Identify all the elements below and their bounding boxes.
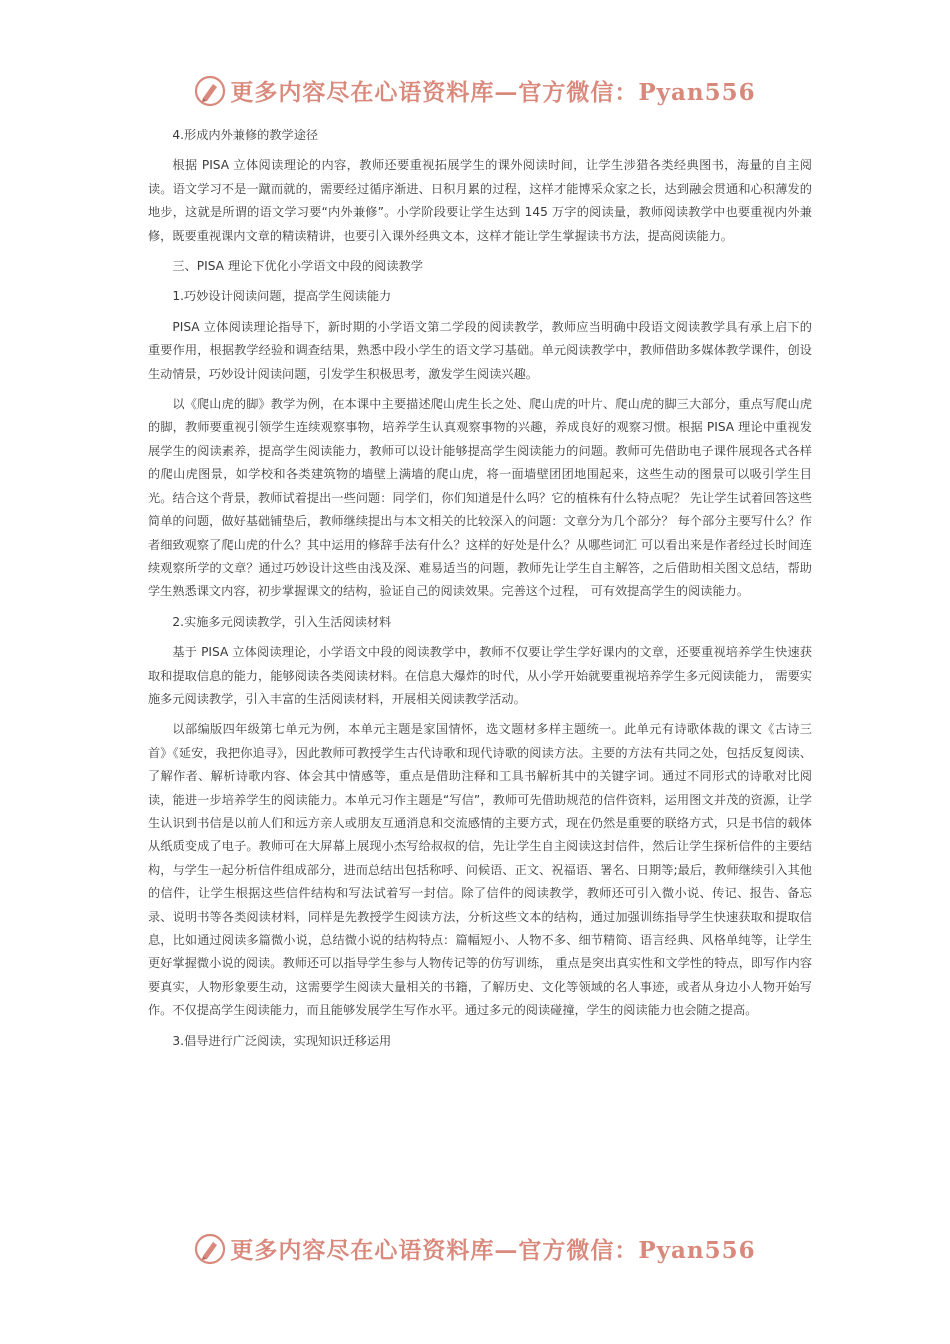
section-heading: 3.倡导进行广泛阅读，实现知识迁移运用 [172, 1033, 392, 1048]
footer-watermark-text: 更多内容尽在心语资料库—官方微信：Pyan556 [230, 1237, 756, 1264]
body-paragraph: 以《爬山虎的脚》教学为例，在本课中主要描述爬山虎生长之处、爬山虎的叶片、爬山虎的脚三大部分，重点写爬山虎的脚，教师要重视引领学生连续观察事物，培养学生认真观察事物的兴趣，养成良好的观察习惯。根据 PISA 理论中重视发展学生的阅读素养，提高学生阅读能力，教师可以设计能够提高学生阅读能力的问题。教师可先借助电子课件展现各式各样的爬山虎图景，如学校和各类建筑物的墙壁上满墙的爬山虎，将一面墙壁团团地围起来，这些生动的图景可以吸引学生目光。结合这个背景，教师试着提出一些问题：同学们，你们知道是什么吗？它的植株有什么特点呢？ 先让学生试着回答这些简单的问题，做好基础铺垫后，教师继续提出与本文相关的比较深入的问题：文章分为几个部分？ 每个部分主要写什么？作者细致观察了爬山虎的什么？其中运用的修辞手法有什么？这样的好处是什么？从哪些词汇 可以看出来是作者经过长时间连续观察所学的文章？通过巧妙设计这些由浅及深、难易适当的问题，教师先让学生自主解答，之后借助相关图文总结，帮助学生熟悉课文内容，初步掌握课文的结构，验证自己的阅读效果。完善这个过程， 可有效提高学生的阅读能力。 [148, 397, 812, 599]
article-body [148, 124, 812, 1053]
body-paragraph: 基于 PISA 立体阅读理论，小学语文中段的阅读教学中，教师不仅要让学生学好课内的文章，还要重视培养学生快速获取和提取信息的能力，能够阅读各类阅读材料。在信息大爆炸的时代，从小学开始就要重视培养学生多元阅读能力， 需要实施多元阅读教学，引入丰富的生活阅读材料，开展相关阅读教学活动。 [148, 645, 812, 706]
body-paragraph: PISA 立体阅读理论指导下，新时期的小学语文第二学段的阅读教学，教师应当明确中段语文阅读教学具有承上启下的重要作用，根据教学经验和调查结果，熟悉中段小学生的语文学习基础。单元阅读教学中，教师借助多媒体教学课件，创设生动情景，巧妙设计阅读问题，引发学生积极思考，激发学生阅读兴趣。 [148, 319, 812, 381]
body-paragraph: 以部编版四年级第七单元为例，本单元主题是家国情怀，选文题材多样主题统一。此单元有诗歌体裁的课文《古诗三首》《延安，我把你追寻》，因此教师可教授学生古代诗歌和现代诗歌的阅读方法。主要的方法有共同之处，包括反复阅读、了解作者、解析诗歌内容、体会其中情感等，重点是借助注释和工具书解析其中的关键字词。通过不同形式的诗歌对比阅读，能进一步培养学生的阅读能力。本单元习作主题是“写信”，教师可先借助规范的信件资料，运用图文并茂的资源，让学生认识到书信是以前人们和远方亲人或朋友互通消息和交流感情的主要方式，现在仍然是重要的联络方式，只是书信的载体从纸质变成了电子。教师可在大屏幕上展现小杰写给叔叔的信，先让学生自主阅读这封信件，然后让学生探析信件的主要结构，与学生一起分析信件组成部分，进而总结出包括称呼、问候语、正文、祝福语、署名、日期等;最后，教师继续引入其他的信件，让学生根据这些信件结构和写法试着写一封信。除了信件的阅读教学，教师还可引入微小说、传记、报告、备忘录、说明书等各类阅读材料，同样是先教授学生阅读方法，分析这些文本的结构，通过加强训练指导学生快速获取和提取信息，比如通过阅读多篇微小说，总结微小说的结构特点：篇幅短小、人物不多、细节精简、语言经典、风格单纯等，让学生更好掌握微小说的阅读。教师还可以指导学生参与人物传记等的仿写训练， 重点是突出真实性和文学性的特点，即写作内容要真实，人物形象要生动，这需要学生阅读大量相关的书籍，了解历史、文化等领域的名人事迹，或者从身边小人物开始写作。不仅提高学生阅读能力，而且能够发展学生写作水平。通过多元的阅读碰撞，学生的阅读能力也会随之提高。 [148, 722, 812, 1018]
section-heading: 4.形成内外兼修的教学途径 [172, 128, 319, 142]
section-heading: 1.巧妙设计阅读问题，提高学生阅读能力 [172, 289, 392, 304]
footer-watermark-banner [0, 1232, 950, 1265]
body-paragraph: 根据 PISA 立体阅读理论的内容，教师还要重视拓展学生的课外阅读时间，让学生涉猎各类经典图书，海量的自主阅读。语文学习不是一蹴而就的，需要经过循序渐进、日积月累的过程，这样才能博采众家之长，达到融会贯通和心积薄发的地步，这就是所谓的语文学习要“内外兼修”。小学阶段要让学生达到 145 万字的阅读量，教师阅读教学中也要重视内外兼修，既要重视课内文章的精读精讲，也要引入课外经典文本，这样才能让学生掌握读书方法，提高阅读能力。 [148, 158, 812, 243]
header-watermark-text: 更多内容尽在心语资料库—官方微信：Pyan556 [230, 79, 756, 106]
pen-logo-icon [194, 1233, 226, 1265]
section-heading: 三、PISA 理论下优化小学语文中段的阅读教学 [172, 259, 423, 274]
section-heading: 2.实施多元阅读教学，引入生活阅读材料 [172, 614, 392, 629]
pen-logo-icon [194, 75, 226, 107]
header-watermark-banner [0, 74, 950, 107]
